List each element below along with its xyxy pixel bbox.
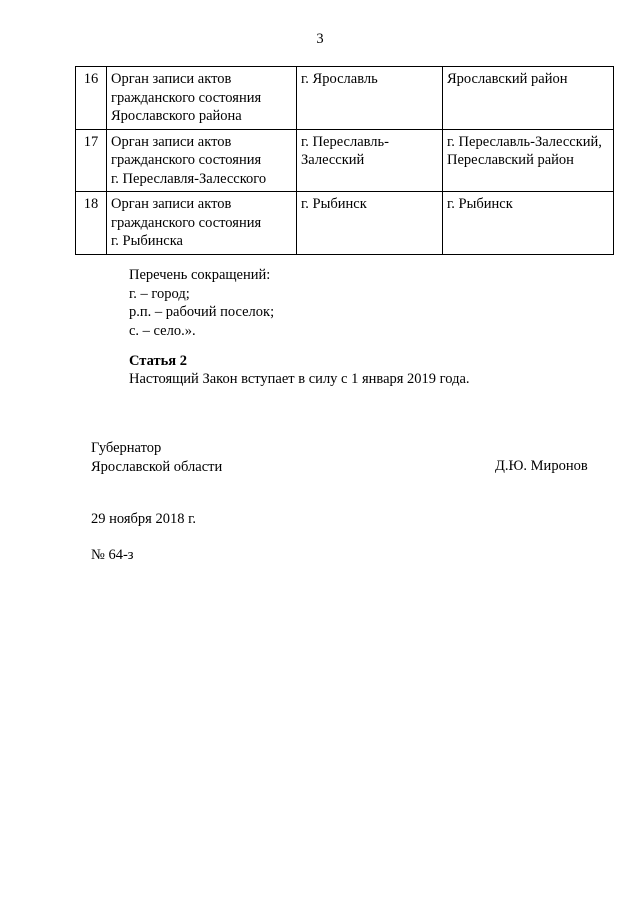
abbreviations-list: Перечень сокращений: г. – город; р.п. – рабочий поселок; с. – село.».: [129, 267, 275, 339]
signatory-name: Д.Ю. Миронов: [495, 458, 588, 474]
organ-location: г. Рыбинск: [297, 192, 443, 255]
article-text: Настоящий Закон вступает в силу с 1 января 2019 года.: [129, 371, 470, 387]
document-number: № 64-з: [91, 547, 134, 563]
document-date: 29 ноября 2018 г.: [91, 511, 197, 527]
table-row: [76, 129, 614, 192]
registry-table: [75, 66, 614, 255]
row-number: 18: [76, 192, 107, 255]
signatory-title: Губернатор Ярославской области: [91, 440, 223, 475]
organ-location: г. Ярославль: [297, 67, 443, 130]
organ-name: Орган записи актов гражданского состояния г. Переславля-Залесского: [107, 129, 297, 192]
service-area: г. Переславль-Залесский, Переславский район: [443, 129, 614, 192]
table-row: [76, 192, 614, 255]
row-number: 16: [76, 67, 107, 130]
row-number: 17: [76, 129, 107, 192]
service-area: Ярославский район: [443, 67, 614, 130]
service-area: г. Рыбинск: [443, 192, 614, 255]
table-row: [76, 67, 614, 130]
organ-name: Орган записи актов гражданского состояния Ярославского района: [107, 67, 297, 130]
page-number: 3: [316, 31, 324, 47]
article-title: Статья 2: [129, 353, 187, 369]
organ-location: г. Переславль- Залесский: [297, 129, 443, 192]
organ-name: Орган записи актов гражданского состояния г. Рыбинска: [107, 192, 297, 255]
